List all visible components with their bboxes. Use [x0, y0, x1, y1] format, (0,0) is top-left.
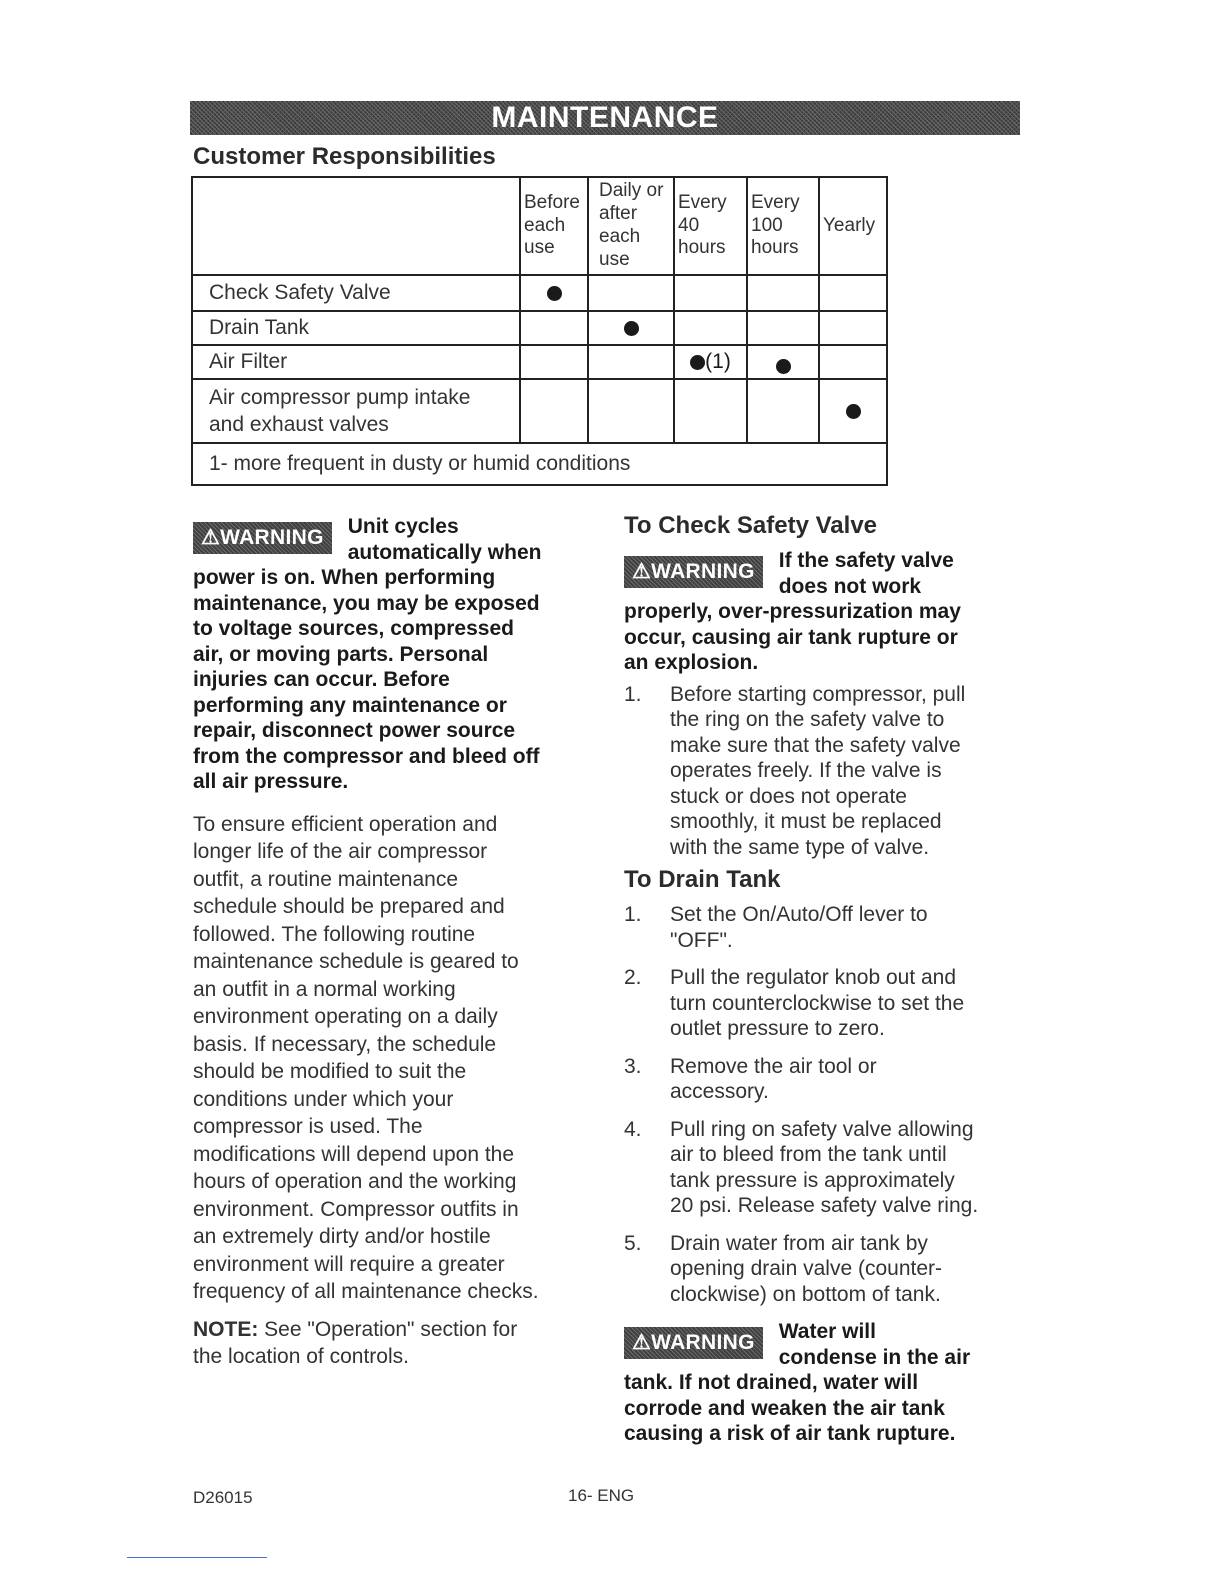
list-item: 1. Before starting compressor, pull the ring on the safety valve to make sure that the safety valve operates freely. If the valve is stuck or does not operate smoothly, it must be replaced with the same type of valve.	[624, 682, 966, 859]
header-blank	[192, 177, 520, 275]
check-mark-icon	[690, 355, 705, 370]
footnote-ref: (1)	[705, 350, 731, 373]
header-daily: Daily or after each use	[588, 177, 674, 275]
list-item: 3. Remove the air tool or accessory.	[624, 1054, 877, 1103]
header-yearly: Yearly	[819, 177, 887, 275]
check-mark-icon	[776, 359, 791, 374]
table-row	[192, 275, 887, 311]
power-warning: ⚠WARNING Unit cycles automatically when power is on. When performing maintenance, you may be exposed to voltage sources, compressed air, or moving parts. Personal injuries can occur. Before performing any maintenance or repair, disconnect power source from the compressor and bleed off all air pressure.	[193, 515, 542, 793]
task-label: Check Safety Valve	[192, 275, 520, 311]
table-footnote-row	[192, 443, 887, 485]
warning-badge: ⚠WARNING	[624, 1327, 763, 1359]
table-row	[192, 311, 887, 345]
drain-tank-warning: ⚠WARNING Water will condense in the air tank. If not drained, water will corrode and weaken the air tank causing a risk of air tank rupture.	[624, 1320, 971, 1445]
left-column	[193, 514, 593, 1371]
table-header-row	[192, 177, 887, 275]
check-mark-icon	[547, 286, 562, 301]
header-every-100-hours: Every 100 hours	[747, 177, 819, 275]
maintenance-schedule-table	[191, 176, 888, 486]
header-before-each-use: Before each use	[520, 177, 588, 275]
doc-code: D26015	[193, 1488, 253, 1507]
check-mark-icon	[846, 404, 861, 419]
table-row	[192, 379, 887, 443]
task-label: Air compressor pump intake and exhaust valves	[192, 379, 520, 443]
warning-badge: ⚠WARNING	[624, 556, 763, 588]
task-label: Air Filter	[192, 345, 520, 379]
warning-badge: ⚠WARNING	[193, 522, 332, 554]
section-title: Customer Responsibilities	[193, 143, 496, 170]
safety-valve-warning: ⚠WARNING If the safety valve does not work properly, over-pressurization may occur, causing air tank rupture or an explosion.	[624, 549, 961, 674]
header-every-40-hours: Every 40 hours	[674, 177, 747, 275]
drain-tank-heading: To Drain Tank	[624, 866, 781, 893]
right-column	[624, 512, 1024, 1447]
drain-tank-steps	[624, 902, 1024, 1307]
banner-title: MAINTENANCE	[491, 101, 719, 134]
list-item: 1. Set the On/Auto/Off lever to "OFF".	[624, 903, 928, 952]
list-item: 5. Drain water from air tank by opening drain valve (counter- clockwise) on bottom of tank.	[624, 1231, 942, 1306]
safety-valve-steps	[624, 682, 1024, 861]
list-item: 2. Pull the regulator knob out and turn counterclockwise to set the outlet pressure to zero.	[624, 966, 965, 1040]
page-number: 16- ENG	[568, 1486, 635, 1505]
task-label: Drain Tank	[192, 311, 520, 345]
check-mark-icon	[624, 321, 639, 336]
safety-valve-heading: To Check Safety Valve	[624, 512, 878, 539]
maintenance-paragraph: To ensure efficient operation and longer life of the air compressor outfit, a routine maintenance schedule should be prepared and followed. The following routine maintenance schedule is geared to an outfit in a normal working environment operating on a daily basis. If necessary, the schedule should be modified to suit the conditions under which your compressor is used. The modifications will depend upon the hours of operation and the working environment. Compressor outfits in an extremely dirty and/or hostile environment will require a greater frequency of all maintenance checks.	[193, 812, 539, 1303]
footer-divider	[127, 1557, 267, 1558]
note-label: NOTE:	[193, 1317, 259, 1341]
list-item: 4. Pull ring on safety valve allowing air to bleed from the tank until tank pressure is approximately 20 psi. Release safety valve ring.	[624, 1117, 979, 1217]
section-banner	[190, 101, 1020, 135]
table-row	[192, 345, 887, 379]
note: NOTE: See "Operation" section for the location of controls.	[193, 1317, 518, 1368]
table-footnote: 1- more frequent in dusty or humid conditions	[192, 443, 887, 485]
